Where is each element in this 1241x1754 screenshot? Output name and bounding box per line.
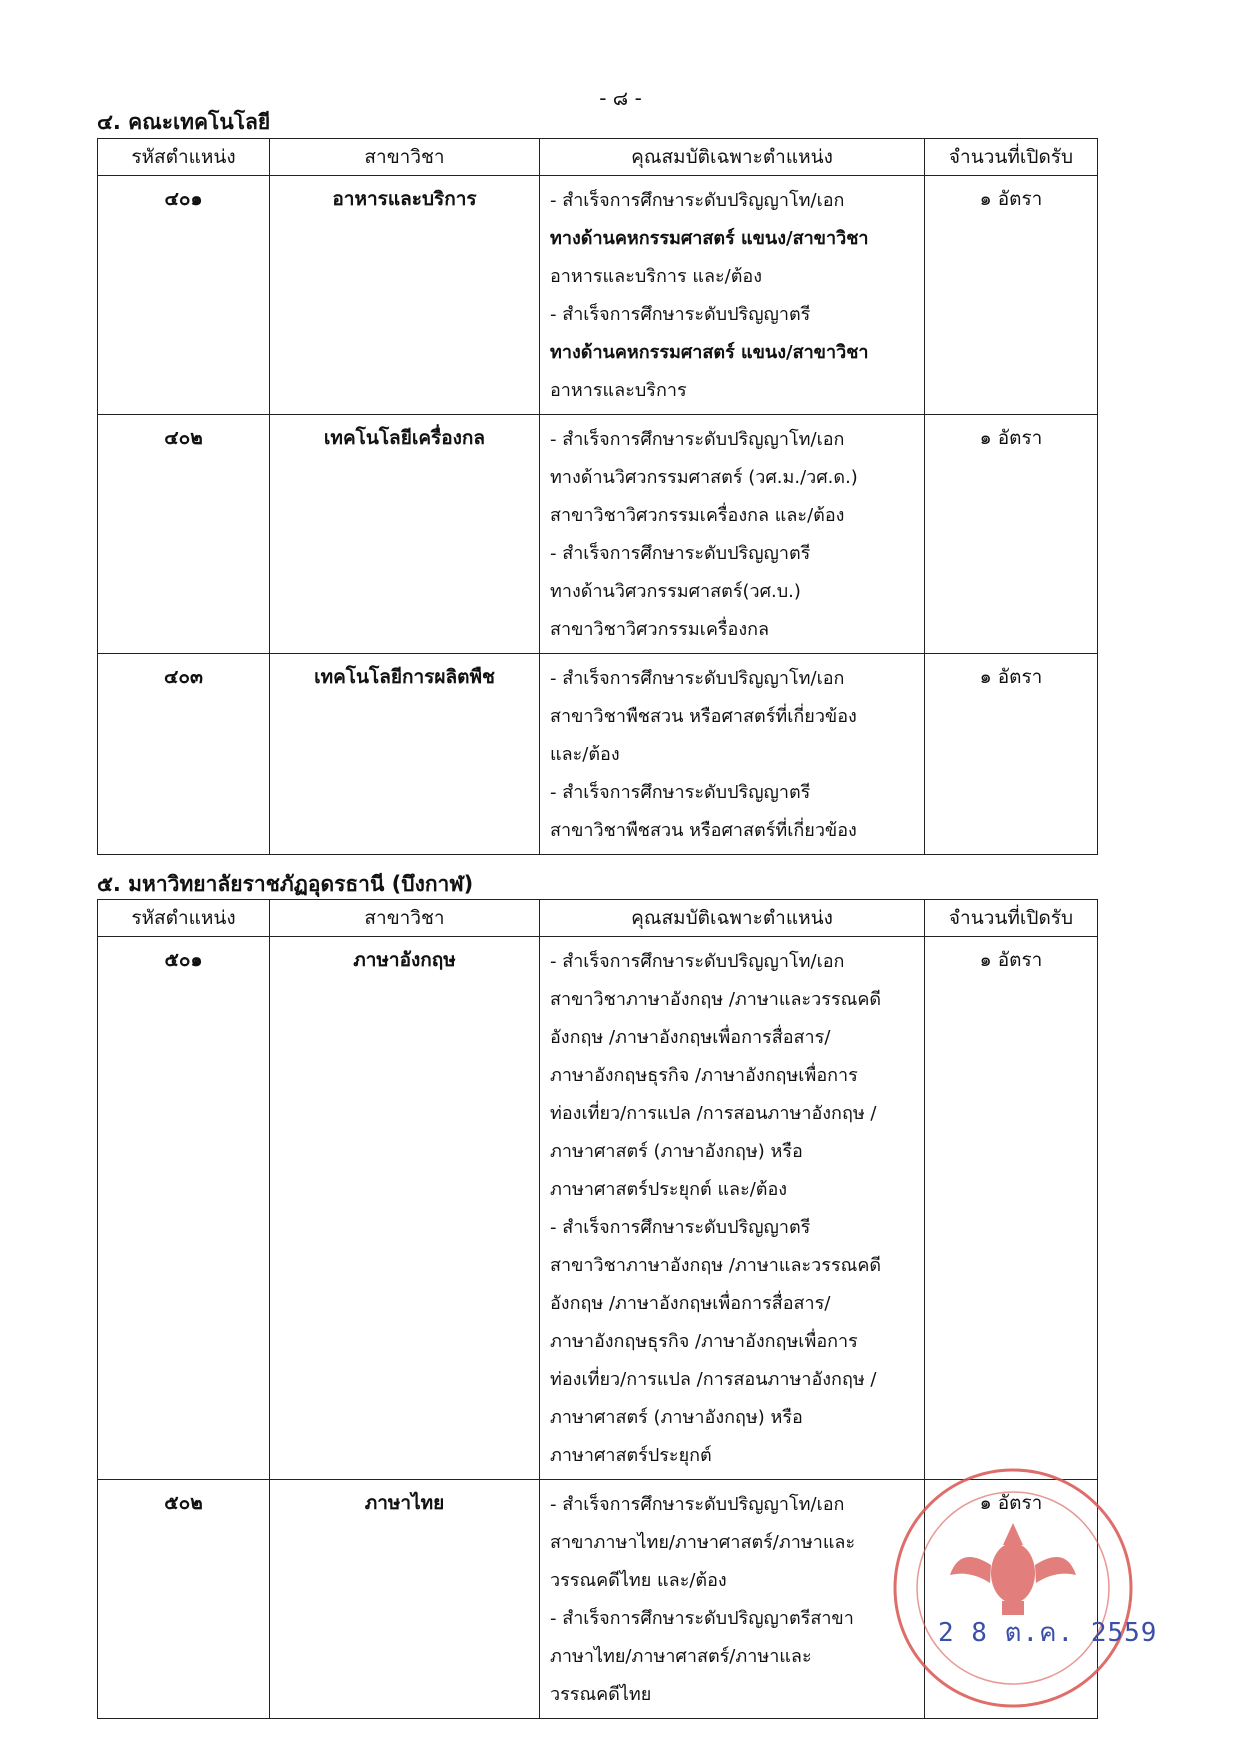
qual-line: อาหารและบริการ xyxy=(550,380,687,401)
header-qualification: คุณสมบัติเฉพาะตำแหน่ง xyxy=(540,139,925,176)
header-code: รหัสตำแหน่ง xyxy=(98,900,270,937)
major-name: อาหารและบริการ xyxy=(270,176,540,415)
qual-line: สาขาภาษาไทย/ภาษาศาสตร์/ภาษาและ xyxy=(550,1532,856,1553)
qual-line: ภาษาไทย/ภาษาศาสตร์/ภาษาและ xyxy=(550,1646,812,1667)
header-major: สาขาวิชา xyxy=(270,900,540,937)
header-qualification: คุณสมบัติเฉพาะตำแหน่ง xyxy=(540,900,925,937)
table-header-row xyxy=(98,139,1098,176)
opening-count: ๑ อัตรา xyxy=(925,654,1098,855)
qual-line: - สำเร็จการศึกษาระดับปริญญาตรี xyxy=(550,1217,811,1238)
qual-line: - สำเร็จการศึกษาระดับปริญญาตรีสาขา xyxy=(550,1608,854,1629)
qual-line: ภาษาอังกฤษธุรกิจ /ภาษาอังกฤษเพื่อการ xyxy=(550,1331,858,1352)
qual-line: ภาษาศาสตร์ประยุกต์ และ/ต้อง xyxy=(550,1179,788,1200)
position-code: ๕๐๑ xyxy=(98,937,270,1480)
qual-line: ทางด้านคหกรรมศาสตร์ แขนง/สาขาวิชา xyxy=(550,228,869,249)
major-name: เทคโนโลยีเครื่องกล xyxy=(270,415,540,654)
qual-line: สาขาวิชาภาษาอังกฤษ /ภาษาและวรรณคดี xyxy=(550,989,882,1010)
qual-line: - สำเร็จการศึกษาระดับปริญญาโท/เอก xyxy=(550,1494,845,1515)
qual-line: ภาษาอังกฤษธุรกิจ /ภาษาอังกฤษเพื่อการ xyxy=(550,1065,858,1086)
qual-line: - สำเร็จการศึกษาระดับปริญญาโท/เอก xyxy=(550,951,845,972)
garuda-emblem-icon xyxy=(950,1523,1076,1615)
table-header-row xyxy=(98,900,1098,937)
header-count: จำนวนที่เปิดรับ xyxy=(925,139,1098,176)
section-5-title: ๕. มหาวิทยาลัยราชภัฏอุดรธานี (บึงกาฬ) xyxy=(97,872,474,896)
qualification-cell xyxy=(540,937,925,1480)
table-row xyxy=(98,937,1098,1480)
major-name: เทคโนโลยีการผลิตพืช xyxy=(270,654,540,855)
qual-line: ทางด้านวิศวกรรมศาสตร์(วศ.บ.) xyxy=(550,581,801,602)
qual-line: สาขาวิชาพืชสวน หรือศาสตร์ที่เกี่ยวข้อง xyxy=(550,706,857,727)
position-code: ๔๐๑ xyxy=(98,176,270,415)
qual-line: อาหารและบริการ และ/ต้อง xyxy=(550,266,763,287)
position-code: ๔๐๒ xyxy=(98,415,270,654)
opening-count: ๑ อัตรา xyxy=(925,937,1098,1480)
header-major: สาขาวิชา xyxy=(270,139,540,176)
qual-line: ภาษาศาสตร์ประยุกต์ xyxy=(550,1445,712,1466)
page-number: - ๘ - xyxy=(599,86,642,110)
table-row xyxy=(98,654,1098,855)
header-code: รหัสตำแหน่ง xyxy=(98,139,270,176)
major-name: ภาษาอังกฤษ xyxy=(270,937,540,1480)
header-count: จำนวนที่เปิดรับ xyxy=(925,900,1098,937)
qual-line: ท่องเที่ยว/การแปล /การสอนภาษาอังกฤษ / xyxy=(550,1103,877,1124)
qual-line: ท่องเที่ยว/การแปล /การสอนภาษาอังกฤษ / xyxy=(550,1369,877,1390)
qualification-cell xyxy=(540,415,925,654)
section-4-table xyxy=(97,138,1098,855)
qual-line: อังกฤษ /ภาษาอังกฤษเพื่อการสื่อสาร/ xyxy=(550,1027,831,1048)
qual-line: ภาษาศาสตร์ (ภาษาอังกฤษ) หรือ xyxy=(550,1141,803,1162)
qual-line: - สำเร็จการศึกษาระดับปริญญาตรี xyxy=(550,543,811,564)
qual-line: - สำเร็จการศึกษาระดับปริญญาโท/เอก xyxy=(550,190,845,211)
qual-line: สาขาวิชาภาษาอังกฤษ /ภาษาและวรรณคดี xyxy=(550,1255,882,1276)
qual-line: - สำเร็จการศึกษาระดับปริญญาตรี xyxy=(550,304,811,325)
qual-line: ทางด้านคหกรรมศาสตร์ แขนง/สาขาวิชา xyxy=(550,342,869,363)
university-seal-stamp xyxy=(890,1465,1136,1711)
qual-line: วรรณคดีไทย xyxy=(550,1684,652,1705)
qualification-cell xyxy=(540,1480,925,1719)
table-row xyxy=(98,415,1098,654)
received-date-stamp: 2 8 ต.ค. 2559 xyxy=(938,1618,1158,1648)
qualification-cell xyxy=(540,654,925,855)
qualification-cell xyxy=(540,176,925,415)
opening-count: ๑ อัตรา xyxy=(925,176,1098,415)
opening-count: ๑ อัตรา xyxy=(925,415,1098,654)
opening-count: ๑ อัตรา xyxy=(925,1480,1098,1719)
qual-line: ทางด้านวิศวกรรมศาสตร์ (วศ.ม./วศ.ด.) xyxy=(550,467,858,488)
major-name: ภาษาไทย xyxy=(270,1480,540,1719)
qual-line: และ/ต้อง xyxy=(550,744,620,765)
qual-line: สาขาวิชาพืชสวน หรือศาสตร์ที่เกี่ยวข้อง xyxy=(550,820,857,841)
qual-line: วรรณคดีไทย และ/ต้อง xyxy=(550,1570,727,1591)
table-row xyxy=(98,176,1098,415)
qual-line: สาขาวิชาวิศวกรรมเครื่องกล และ/ต้อง xyxy=(550,505,845,526)
position-code: ๕๐๒ xyxy=(98,1480,270,1719)
qual-line: - สำเร็จการศึกษาระดับปริญญาตรี xyxy=(550,782,811,803)
qual-line: - สำเร็จการศึกษาระดับปริญญาโท/เอก xyxy=(550,429,845,450)
qual-line: อังกฤษ /ภาษาอังกฤษเพื่อการสื่อสาร/ xyxy=(550,1293,831,1314)
qual-line: ภาษาศาสตร์ (ภาษาอังกฤษ) หรือ xyxy=(550,1407,803,1428)
qual-line: สาขาวิชาวิศวกรรมเครื่องกล xyxy=(550,619,770,640)
qual-line: - สำเร็จการศึกษาระดับปริญญาโท/เอก xyxy=(550,668,845,689)
section-4-title: ๔. คณะเทคโนโลยี xyxy=(97,110,271,134)
position-code: ๔๐๓ xyxy=(98,654,270,855)
